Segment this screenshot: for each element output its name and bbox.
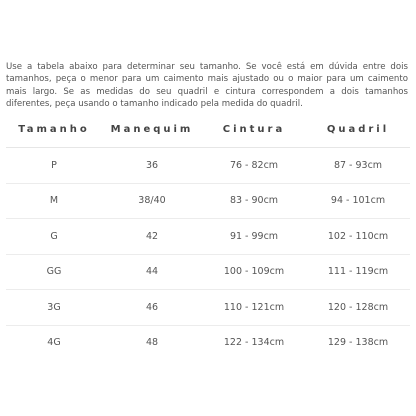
- cell-size: GG: [6, 254, 102, 290]
- cell-size: 3G: [6, 290, 102, 326]
- cell-size: M: [6, 183, 102, 219]
- cell-hip: 94 - 101cm: [306, 183, 410, 219]
- table-row: [6, 325, 410, 360]
- cell-mannequin: 46: [102, 290, 202, 326]
- header-manequim: Manequim: [102, 111, 202, 148]
- size-chart-table: [6, 111, 410, 360]
- cell-hip: 87 - 93cm: [306, 148, 410, 184]
- cell-mannequin: 42: [102, 219, 202, 255]
- cell-waist: 76 - 82cm: [202, 148, 306, 184]
- cell-waist: 110 - 121cm: [202, 290, 306, 326]
- cell-waist: 91 - 99cm: [202, 219, 306, 255]
- cell-hip: 102 - 110cm: [306, 219, 410, 255]
- table-row: [6, 254, 410, 290]
- cell-mannequin: 38/40: [102, 183, 202, 219]
- cell-hip: 120 - 128cm: [306, 290, 410, 326]
- size-guide-intro: Use a tabela abaixo para determinar seu tamanho. Se você está em dúvida entre dois tamanhos, peça o menor para um caimento mais ajustado ou o maior para um caimento mais largo. Se as medidas do seu quadril e cintura correspondem a dois tamanhos diferentes, peça usando o tamanho indicado pela medida do quadril.: [6, 61, 408, 110]
- cell-mannequin: 44: [102, 254, 202, 290]
- table-row: [6, 219, 410, 255]
- cell-size: G: [6, 219, 102, 255]
- header-quadril: Quadril: [306, 111, 410, 148]
- table-header-row: [6, 111, 410, 148]
- cell-size: 4G: [6, 325, 102, 360]
- cell-waist: 83 - 90cm: [202, 183, 306, 219]
- cell-mannequin: 48: [102, 325, 202, 360]
- table-row: [6, 148, 410, 184]
- cell-waist: 122 - 134cm: [202, 325, 306, 360]
- header-tamanho: Tamanho: [6, 111, 102, 148]
- cell-waist: 100 - 109cm: [202, 254, 306, 290]
- table-row: [6, 290, 410, 326]
- cell-hip: 111 - 119cm: [306, 254, 410, 290]
- header-cintura: Cintura: [202, 111, 306, 148]
- cell-mannequin: 36: [102, 148, 202, 184]
- table-row: [6, 183, 410, 219]
- cell-hip: 129 - 138cm: [306, 325, 410, 360]
- cell-size: P: [6, 148, 102, 184]
